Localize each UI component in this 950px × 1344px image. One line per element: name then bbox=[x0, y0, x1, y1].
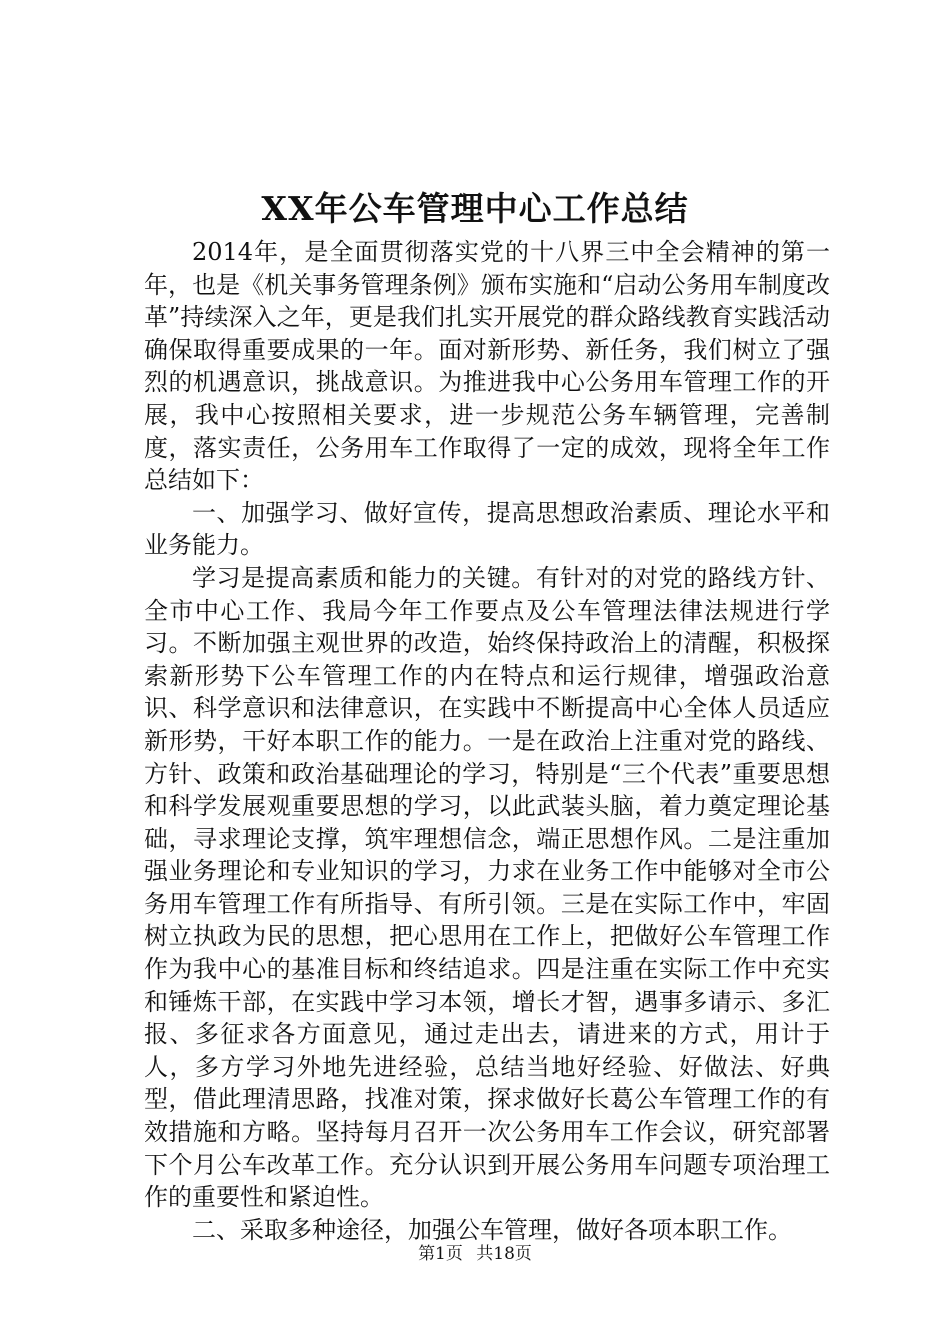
paragraph-section-1-heading: 一、加强学习、做好宣传，提高思想政治素质、理论水平和业务能力。 bbox=[144, 498, 830, 560]
page-footer bbox=[0, 1242, 950, 1266]
page-total: 共18页 bbox=[476, 1244, 532, 1264]
paragraph-intro: 2014年，是全面贯彻落实党的十八界三中全会精神的第一年，也是《机关事务管理条例》颁布实施和“启动公务用车制度改革”持续深入之年，更是我们扎实开展党的群众路线教育实践活动确保取得重要成果的一年。面对新形势、新任务，我们树立了强烈的机遇意识，挑战意识。为推进我中心公务用车管理工作的开展，我中心按照相关要求，进一步规范公务车辆管理，完善制度，落实责任，公务用车工作取得了一定的成效，现将全年工作总结如下： bbox=[144, 238, 830, 495]
paragraph-section-1-body: 学习是提高素质和能力的关键。有针对的对党的路线方针、全市中心工作、我局今年工作要点及公车管理法律法规进行学习。不断加强主观世界的改造，始终保持政治上的清醒，积极探索新形势下公车管理工作的内在特点和运行规律，增强政治意识、科学意识和法律意识，在实践中不断提高中心全体人员适应新形势，干好本职工作的能力。一是在政治上注重对党的路线、方针、政策和政治基础理论的学习，特别是“三个代表”重要思想和科学发展观重要思想的学习，以此武装头脑，着力奠定理论基础，寻求理论支撑，筑牢理想信念，端正思想作风。二是注重加强业务理论和专业知识的学习，力求在业务工作中能够对全市公务用车管理工作有所指导、有所引领。三是在实际工作中，牢固树立执政为民的思想，把心思用在工作上，把做好公车管理工作作为我中心的基准目标和终结追求。四是注重在实际工作中充实和锤炼干部，在实践中学习本领，增长才智，遇事多请示、多汇报、多征求各方面意见，通过走出去，请进来的方式，用计于人，多方学习外地先进经验，总结当地好经验、好做法、好典型，借此理清思路，找准对策，探求做好长葛公车管理工作的有效措施和方略。坚持每月召开一次公务用车工作会议，研究部署下个月公车改革工作。充分认识到开展公务用车问题专项治理工作的重要性和紧迫性。 bbox=[144, 563, 830, 1212]
document-title: XX年公车管理中心工作总结 bbox=[261, 189, 689, 228]
document-body bbox=[144, 236, 830, 1246]
paragraph-section-2-heading: 二、采取多种途径，加强公车管理，做好各项本职工作。 bbox=[192, 1215, 792, 1244]
page-number: 第1页 bbox=[418, 1244, 463, 1264]
